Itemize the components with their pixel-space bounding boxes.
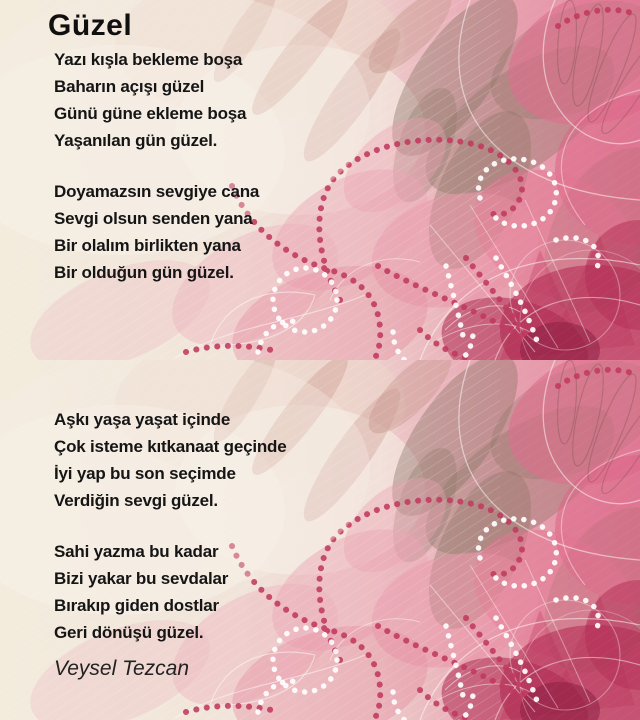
poem-card-bottom-content <box>0 360 640 720</box>
stanza-4 <box>54 538 228 646</box>
stanza-2 <box>54 178 259 286</box>
stanza-1 <box>54 46 246 154</box>
poem-line: Doyamazsın sevgiye cana <box>54 182 260 201</box>
poem-line: Verdiğin sevgi güzel. <box>54 491 218 510</box>
poem-line: İyi yap bu son seçimde <box>54 464 236 483</box>
stanza-3 <box>54 406 287 514</box>
poem-line: Çok isteme kıtkanaat geçinde <box>54 437 287 456</box>
poem-title: Güzel <box>48 9 133 42</box>
poem-line: Yaşanılan gün güzel. <box>54 131 218 150</box>
poem-line: Bir olduğun gün güzel. <box>54 263 234 282</box>
poem-line: Baharın açışı güzel <box>54 77 205 96</box>
poem-line: Bırakıp giden dostlar <box>54 596 219 615</box>
poem-line: Yazı kışla bekleme boşa <box>54 50 243 69</box>
poem-line: Bizi yakar bu sevdalar <box>54 569 229 588</box>
poem-author: Veysel Tezcan <box>54 657 190 680</box>
poem-line: Sahi yazma bu kadar <box>54 542 219 561</box>
poem-line: Aşkı yaşa yaşat içinde <box>54 410 231 429</box>
poem-line: Geri dönüşü güzel. <box>54 623 204 642</box>
poem-line: Günü güne ekleme boşa <box>54 104 247 123</box>
poem-card-bottom <box>0 360 640 720</box>
poem-line: Sevgi olsun senden yana <box>54 209 253 228</box>
poem-line: Bir olalım birlikten yana <box>54 236 241 255</box>
